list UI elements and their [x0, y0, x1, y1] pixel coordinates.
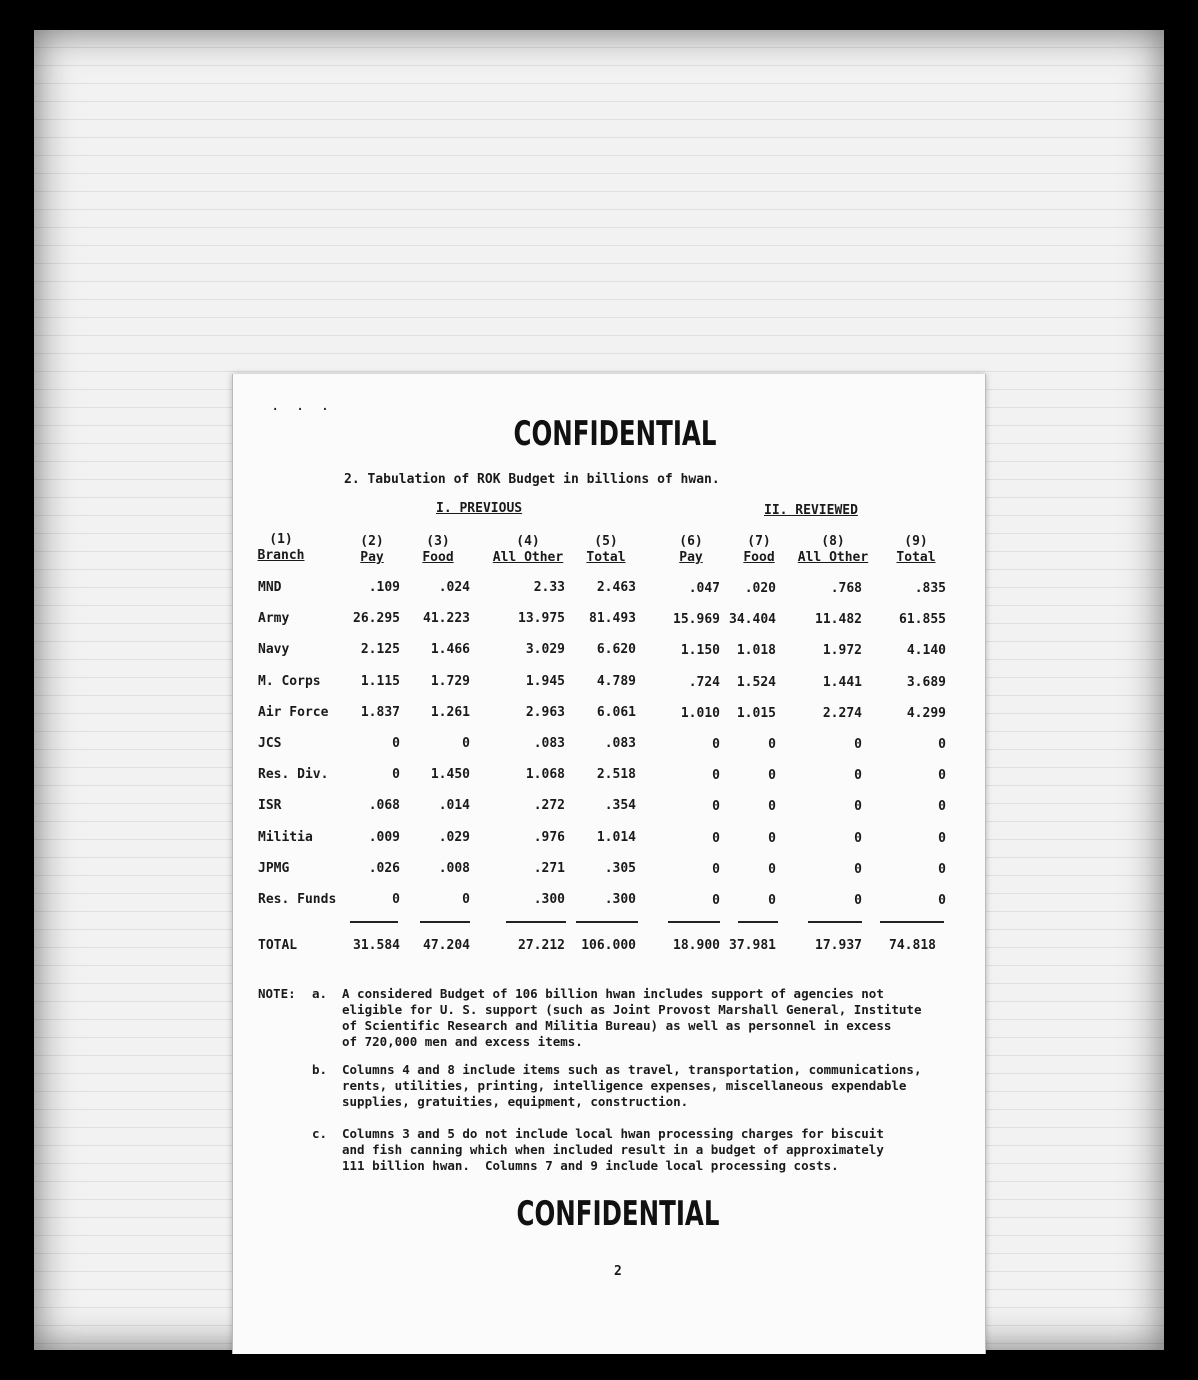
table-cell: 0 — [712, 737, 720, 752]
column-header — [483, 534, 573, 566]
note-b — [342, 1062, 921, 1110]
total-rule — [668, 921, 720, 923]
note-line: Columns 4 and 8 include items such as travel, transportation, communications, — [342, 1062, 922, 1077]
table-cell: 0 — [392, 767, 400, 783]
table-cell: 2.125 — [360, 642, 400, 658]
column-label: Food — [422, 550, 454, 565]
column-label: Branch — [257, 548, 305, 563]
column-label: All Other — [492, 550, 564, 565]
row-label: Navy — [258, 642, 290, 658]
table-cell: .068 — [368, 798, 400, 814]
table-cell: 1.068 — [525, 767, 565, 783]
total-cell: 106.000 — [581, 938, 636, 953]
total-rule — [350, 921, 398, 923]
row-label: JPMG — [258, 860, 290, 876]
table-cell: .047 — [688, 581, 720, 596]
table-cell: .014 — [438, 798, 470, 814]
total-cell: 27.212 — [518, 938, 565, 953]
table-cell: 0 — [854, 768, 862, 784]
confidential-stamp-top: CONFIDENTIAL — [513, 414, 717, 454]
table-cell: 0 — [854, 861, 862, 877]
table-cell: 1.972 — [822, 643, 862, 659]
table-cell: 0 — [938, 830, 946, 846]
table-cell: .020 — [744, 581, 776, 596]
table-cell: 61.855 — [899, 612, 946, 628]
table-cell: 1.524 — [736, 674, 776, 690]
column-label: Pay — [679, 550, 703, 565]
note-line: rents, utilities, printing, intelligence expenses, miscellaneous expendable — [342, 1078, 907, 1093]
table-cell: 1.150 — [680, 643, 720, 659]
table-cell: .768 — [830, 581, 862, 596]
table-cell: 1.261 — [430, 704, 470, 720]
total-rule — [808, 921, 862, 923]
table-cell: 41.223 — [423, 611, 470, 627]
column-number: (1) — [269, 532, 293, 547]
table-cell: 1.010 — [680, 705, 720, 721]
table-cell: 15.969 — [673, 612, 720, 628]
column-label: Food — [743, 550, 775, 565]
corner-mark: · · · — [271, 402, 334, 418]
table-cell: 0 — [768, 737, 776, 752]
table-cell: .009 — [368, 829, 400, 845]
note-line: eligible for U. S. support (such as Joint Provost Marshall General, Institute — [342, 1002, 922, 1017]
table-cell: 81.493 — [589, 611, 636, 627]
note-label: NOTE: — [258, 986, 296, 1001]
table-cell: 26.295 — [353, 611, 400, 627]
column-number: (4) — [516, 534, 540, 549]
column-number: (5) — [594, 534, 618, 549]
table-cell: .024 — [438, 580, 470, 595]
table-cell: 0 — [462, 736, 470, 751]
note-line: and fish canning which when included result in a budget of approximately — [342, 1142, 884, 1157]
table-cell: 0 — [938, 799, 946, 815]
column-header — [871, 534, 961, 566]
table-cell: 0 — [938, 768, 946, 784]
table-cell: 2.463 — [596, 580, 636, 595]
table-cell: 4.299 — [906, 705, 946, 721]
row-label: ISR — [258, 798, 282, 814]
table-cell: 0 — [712, 768, 720, 784]
note-a-marker: a. — [312, 986, 328, 1001]
table-cell: .272 — [533, 798, 565, 814]
table-cell: 0 — [712, 893, 720, 908]
table-cell: 0 — [392, 892, 400, 907]
row-label: Res. Funds — [258, 892, 337, 907]
note-c — [342, 1126, 884, 1174]
table-cell: 0 — [712, 799, 720, 815]
row-label: JCS — [258, 736, 282, 751]
table-cell: .109 — [368, 580, 400, 595]
row-label: Air Force — [258, 704, 329, 720]
total-rule — [506, 921, 566, 923]
table-cell: 6.620 — [596, 642, 636, 658]
table-cell: 0 — [768, 768, 776, 784]
note-line: of 720,000 men and excess items. — [342, 1034, 583, 1049]
total-rule — [576, 921, 638, 923]
row-label: Militia — [258, 829, 313, 845]
table-cell: .724 — [688, 674, 720, 690]
column-number: (3) — [426, 534, 450, 549]
table-cell: 2.518 — [596, 767, 636, 783]
table-cell: 0 — [462, 892, 470, 907]
table-cell: 0 — [938, 861, 946, 877]
column-number: (9) — [904, 534, 928, 549]
note-line: of Scientific Research and Militia Bureau) as well as personnel in excess — [342, 1018, 892, 1033]
total-cell: 31.584 — [353, 938, 400, 953]
total-rule — [420, 921, 470, 923]
table-cell: 1.014 — [596, 829, 636, 845]
column-header — [236, 532, 326, 564]
table-cell: 11.482 — [815, 612, 862, 628]
note-line: A considered Budget of 106 billion hwan includes support of agencies not — [342, 986, 884, 1001]
table-cell: .026 — [368, 860, 400, 876]
table-cell: 0 — [854, 830, 862, 846]
table-cell: 0 — [768, 799, 776, 815]
table-cell: 1.945 — [525, 673, 565, 689]
total-cell: 37.981 — [729, 938, 776, 953]
note-line: supplies, gratuities, equipment, construction. — [342, 1094, 689, 1109]
column-number: (7) — [747, 534, 771, 549]
note-line: Columns 3 and 5 do not include local hwan processing charges for biscuit — [342, 1126, 884, 1141]
table-cell: .300 — [604, 892, 636, 907]
table-cell: 3.689 — [906, 674, 946, 690]
table-cell: 0 — [392, 736, 400, 751]
table-cell: 0 — [712, 830, 720, 846]
column-label: Total — [586, 550, 626, 565]
total-cell: 74.818 — [889, 938, 936, 953]
total-label: TOTAL — [258, 938, 298, 953]
column-number: (2) — [360, 534, 384, 549]
section-previous: I. PREVIOUS — [436, 501, 523, 516]
confidential-stamp-bottom: CONFIDENTIAL — [516, 1194, 720, 1234]
note-c-marker: c. — [312, 1126, 328, 1141]
table-cell: 1.018 — [736, 643, 776, 659]
table-cell: 0 — [712, 861, 720, 877]
table-cell: .305 — [604, 860, 636, 876]
table-cell: 0 — [854, 893, 862, 908]
row-label: MND — [258, 580, 282, 595]
table-cell: 6.061 — [596, 704, 636, 720]
total-rule — [880, 921, 944, 923]
row-label: Army — [258, 611, 290, 627]
note-a — [342, 986, 921, 1050]
table-cell: 1.450 — [430, 767, 470, 783]
table-cell: .083 — [604, 736, 636, 751]
table-cell: 0 — [854, 737, 862, 752]
table-cell: .976 — [533, 829, 565, 845]
note-b-marker: b. — [312, 1062, 328, 1077]
table-cell: 1.015 — [736, 705, 776, 721]
table-cell: 0 — [768, 893, 776, 908]
table-cell: .008 — [438, 860, 470, 876]
total-rule — [738, 921, 778, 923]
table-cell: 2.274 — [822, 705, 862, 721]
page-number: 2 — [614, 1264, 622, 1279]
table-cell: 0 — [854, 799, 862, 815]
table-cell: 1.837 — [360, 704, 400, 720]
table-cell: .835 — [914, 581, 946, 596]
table-cell: 1.441 — [822, 674, 862, 690]
column-number: (8) — [821, 534, 845, 549]
table-cell: 2.963 — [525, 704, 565, 720]
table-cell: 0 — [768, 861, 776, 877]
total-cell: 17.937 — [815, 938, 862, 953]
table-cell: 4.140 — [906, 643, 946, 659]
table-cell: 1.729 — [430, 673, 470, 689]
column-header — [561, 534, 651, 566]
column-number: (6) — [679, 534, 703, 549]
table-cell: 3.029 — [525, 642, 565, 658]
table-cell: .271 — [533, 860, 565, 876]
total-cell: 18.900 — [673, 938, 720, 953]
table-cell: .029 — [438, 829, 470, 845]
table-cell: 4.789 — [596, 673, 636, 689]
table-cell: 1.466 — [430, 642, 470, 658]
table-cell: .083 — [533, 736, 565, 751]
table-heading: 2. Tabulation of ROK Budget in billions of hwan. — [344, 472, 720, 487]
column-label: All Other — [797, 550, 869, 565]
column-header — [788, 534, 878, 566]
table-cell: 13.975 — [518, 611, 565, 627]
column-header — [393, 534, 483, 566]
table-cell: 0 — [938, 737, 946, 752]
table-cell: .354 — [604, 798, 636, 814]
column-label: Total — [896, 550, 936, 565]
table-cell: 1.115 — [360, 673, 400, 689]
table-cell: 0 — [938, 893, 946, 908]
row-label: Res. Div. — [258, 767, 329, 783]
table-cell: .300 — [533, 892, 565, 907]
note-line: 111 billion hwan. Columns 7 and 9 include local processing costs. — [342, 1158, 839, 1173]
table-cell: 0 — [768, 830, 776, 846]
column-label: Pay — [360, 550, 384, 565]
total-cell: 47.204 — [423, 938, 470, 953]
table-cell: 34.404 — [729, 612, 776, 628]
section-reviewed: II. REVIEWED — [764, 503, 858, 518]
row-label: M. Corps — [258, 673, 321, 689]
table-cell: 2.33 — [533, 580, 565, 595]
